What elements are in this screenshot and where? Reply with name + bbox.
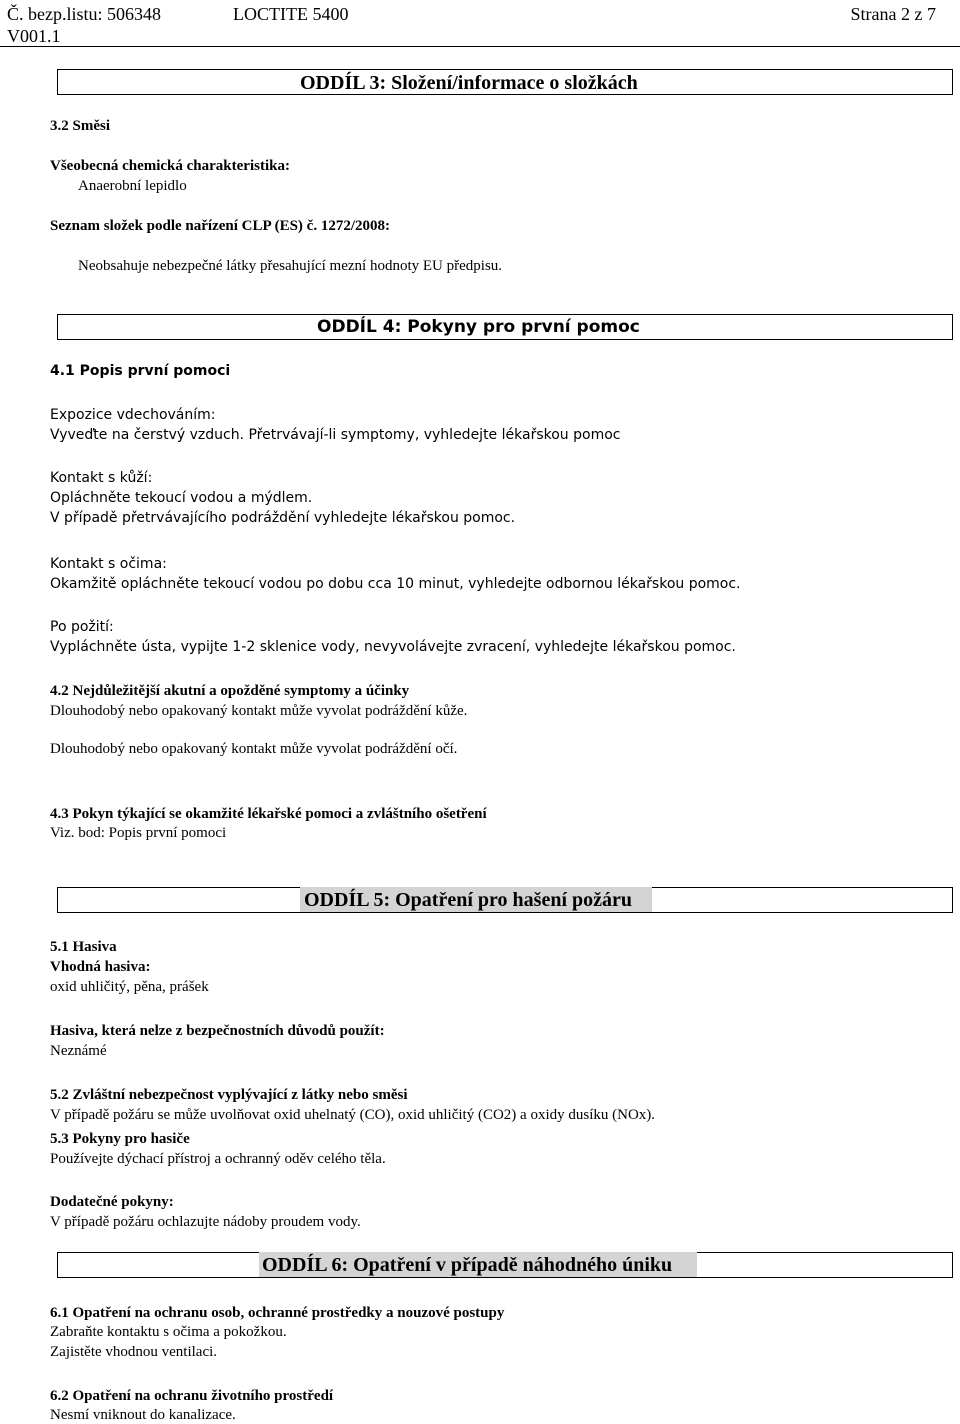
section-4-2-line-2: Dlouhodobý nebo opakovaný kontakt může vyvolat podráždění očí.: [50, 741, 458, 757]
section-6-2-text: Nesmí vniknout do kanalizace.: [50, 1407, 236, 1423]
section-6-heading: ODDÍL 6: Opatření v případě náhodného úniku: [262, 1254, 673, 1276]
section-4-1-title: 4.1 Popis první pomoci: [50, 363, 231, 379]
section-6-1-title: 6.1 Opatření na ochranu osob, ochranné prostředky a nouzové postupy: [50, 1305, 505, 1321]
inhalation-text: Vyveďte na čerstvý vzduch. Přetrvávají-li symptomy, vyhledejte lékařskou pomoc: [50, 427, 621, 443]
additional-advice-text: V případě požáru ochlazujte nádoby proudem vody.: [50, 1214, 361, 1230]
inhalation-label: Expozice vdechováním:: [50, 407, 216, 423]
section-5-heading: ODDÍL 5: Opatření pro hašení požáru: [304, 889, 632, 911]
section-3-heading: ODDÍL 3: Složení/informace o složkách: [300, 72, 638, 94]
section-6-2-title: 6.2 Opatření na ochranu životního prostředí: [50, 1388, 334, 1404]
section-5-2-title: 5.2 Zvláštní nebezpečnost vyplývající z látky nebo směsi: [50, 1087, 408, 1103]
suitable-media-label: Vhodná hasiva:: [50, 959, 151, 975]
skin-contact-text-1: Opláchněte tekoucí vodou a mýdlem.: [50, 490, 313, 506]
section-5-3-title: 5.3 Pokyny pro hasiče: [50, 1131, 190, 1147]
skin-contact-text-2: V případě přetrvávajícího podráždění vyhledejte lékařskou pomoc.: [50, 510, 516, 526]
page-number: Strana 2 z 7: [850, 4, 936, 24]
eye-contact-text: Okamžitě opláchněte tekoucí vodou po dobu cca 10 minut, vyhledejte odbornou lékařskou pomoc.: [50, 576, 741, 592]
general-characteristics-label: Všeobecná chemická charakteristika:: [50, 158, 290, 174]
suitable-media-text: oxid uhličitý, pěna, prášek: [50, 979, 209, 995]
version: V001.1: [7, 26, 61, 46]
section-4-2-line-1: Dlouhodobý nebo opakovaný kontakt může vyvolat podráždění kůže.: [50, 703, 468, 719]
general-characteristics-value: Anaerobní lepidlo: [78, 178, 187, 194]
doc-number: Č. bezp.listu: 506348: [7, 4, 161, 24]
section-3-2-title: 3.2 Směsi: [50, 118, 110, 134]
section-6-1-line-2: Zajistěte vhodnou ventilaci.: [50, 1344, 218, 1360]
section-5-2-text: V případě požáru se může uvolňovat oxid uhelnatý (CO), oxid uhličitý (CO2) a oxidy dusíku (NOx).: [50, 1107, 656, 1123]
ingestion-text: Vypláchněte ústa, vypijte 1-2 sklenice vody, nevyvolávejte zvracení, vyhledejte lékařskou pomoc.: [50, 639, 736, 655]
section-4-3-text: Viz. bod: Popis první pomoci: [50, 825, 227, 841]
ingredients-list-value: Neobsahuje nebezpečné látky přesahující mezní hodnoty EU předpisu.: [78, 258, 503, 274]
header-rule: [0, 46, 960, 47]
section-4-3-title: 4.3 Pokyn týkající se okamžité lékařské pomoci a zvláštního ošetření: [50, 806, 487, 822]
skin-contact-label: Kontakt s kůží:: [50, 470, 153, 486]
additional-advice-label: Dodatečné pokyny:: [50, 1194, 174, 1210]
eye-contact-label: Kontakt s očima:: [50, 556, 167, 572]
section-4-heading: ODDÍL 4: Pokyny pro první pomoc: [317, 317, 640, 337]
ingredients-list-label: Seznam složek podle nařízení CLP (ES) č. 1272/2008:: [50, 218, 390, 234]
product-name: LOCTITE 5400: [233, 4, 349, 24]
section-6-1-line-1: Zabraňte kontaktu s očima a pokožkou.: [50, 1324, 287, 1340]
ingestion-label: Po požití:: [50, 619, 114, 635]
unsuitable-media-text: Neznámé: [50, 1043, 107, 1059]
section-5-3-text: Používejte dýchací přístroj a ochranný oděv celého těla.: [50, 1151, 386, 1167]
unsuitable-media-label: Hasiva, která nelze z bezpečnostních důvodů použít:: [50, 1023, 385, 1039]
section-5-1-title: 5.1 Hasiva: [50, 939, 117, 955]
section-4-2-title: 4.2 Nejdůležitější akutní a opožděné symptomy a účinky: [50, 683, 410, 699]
